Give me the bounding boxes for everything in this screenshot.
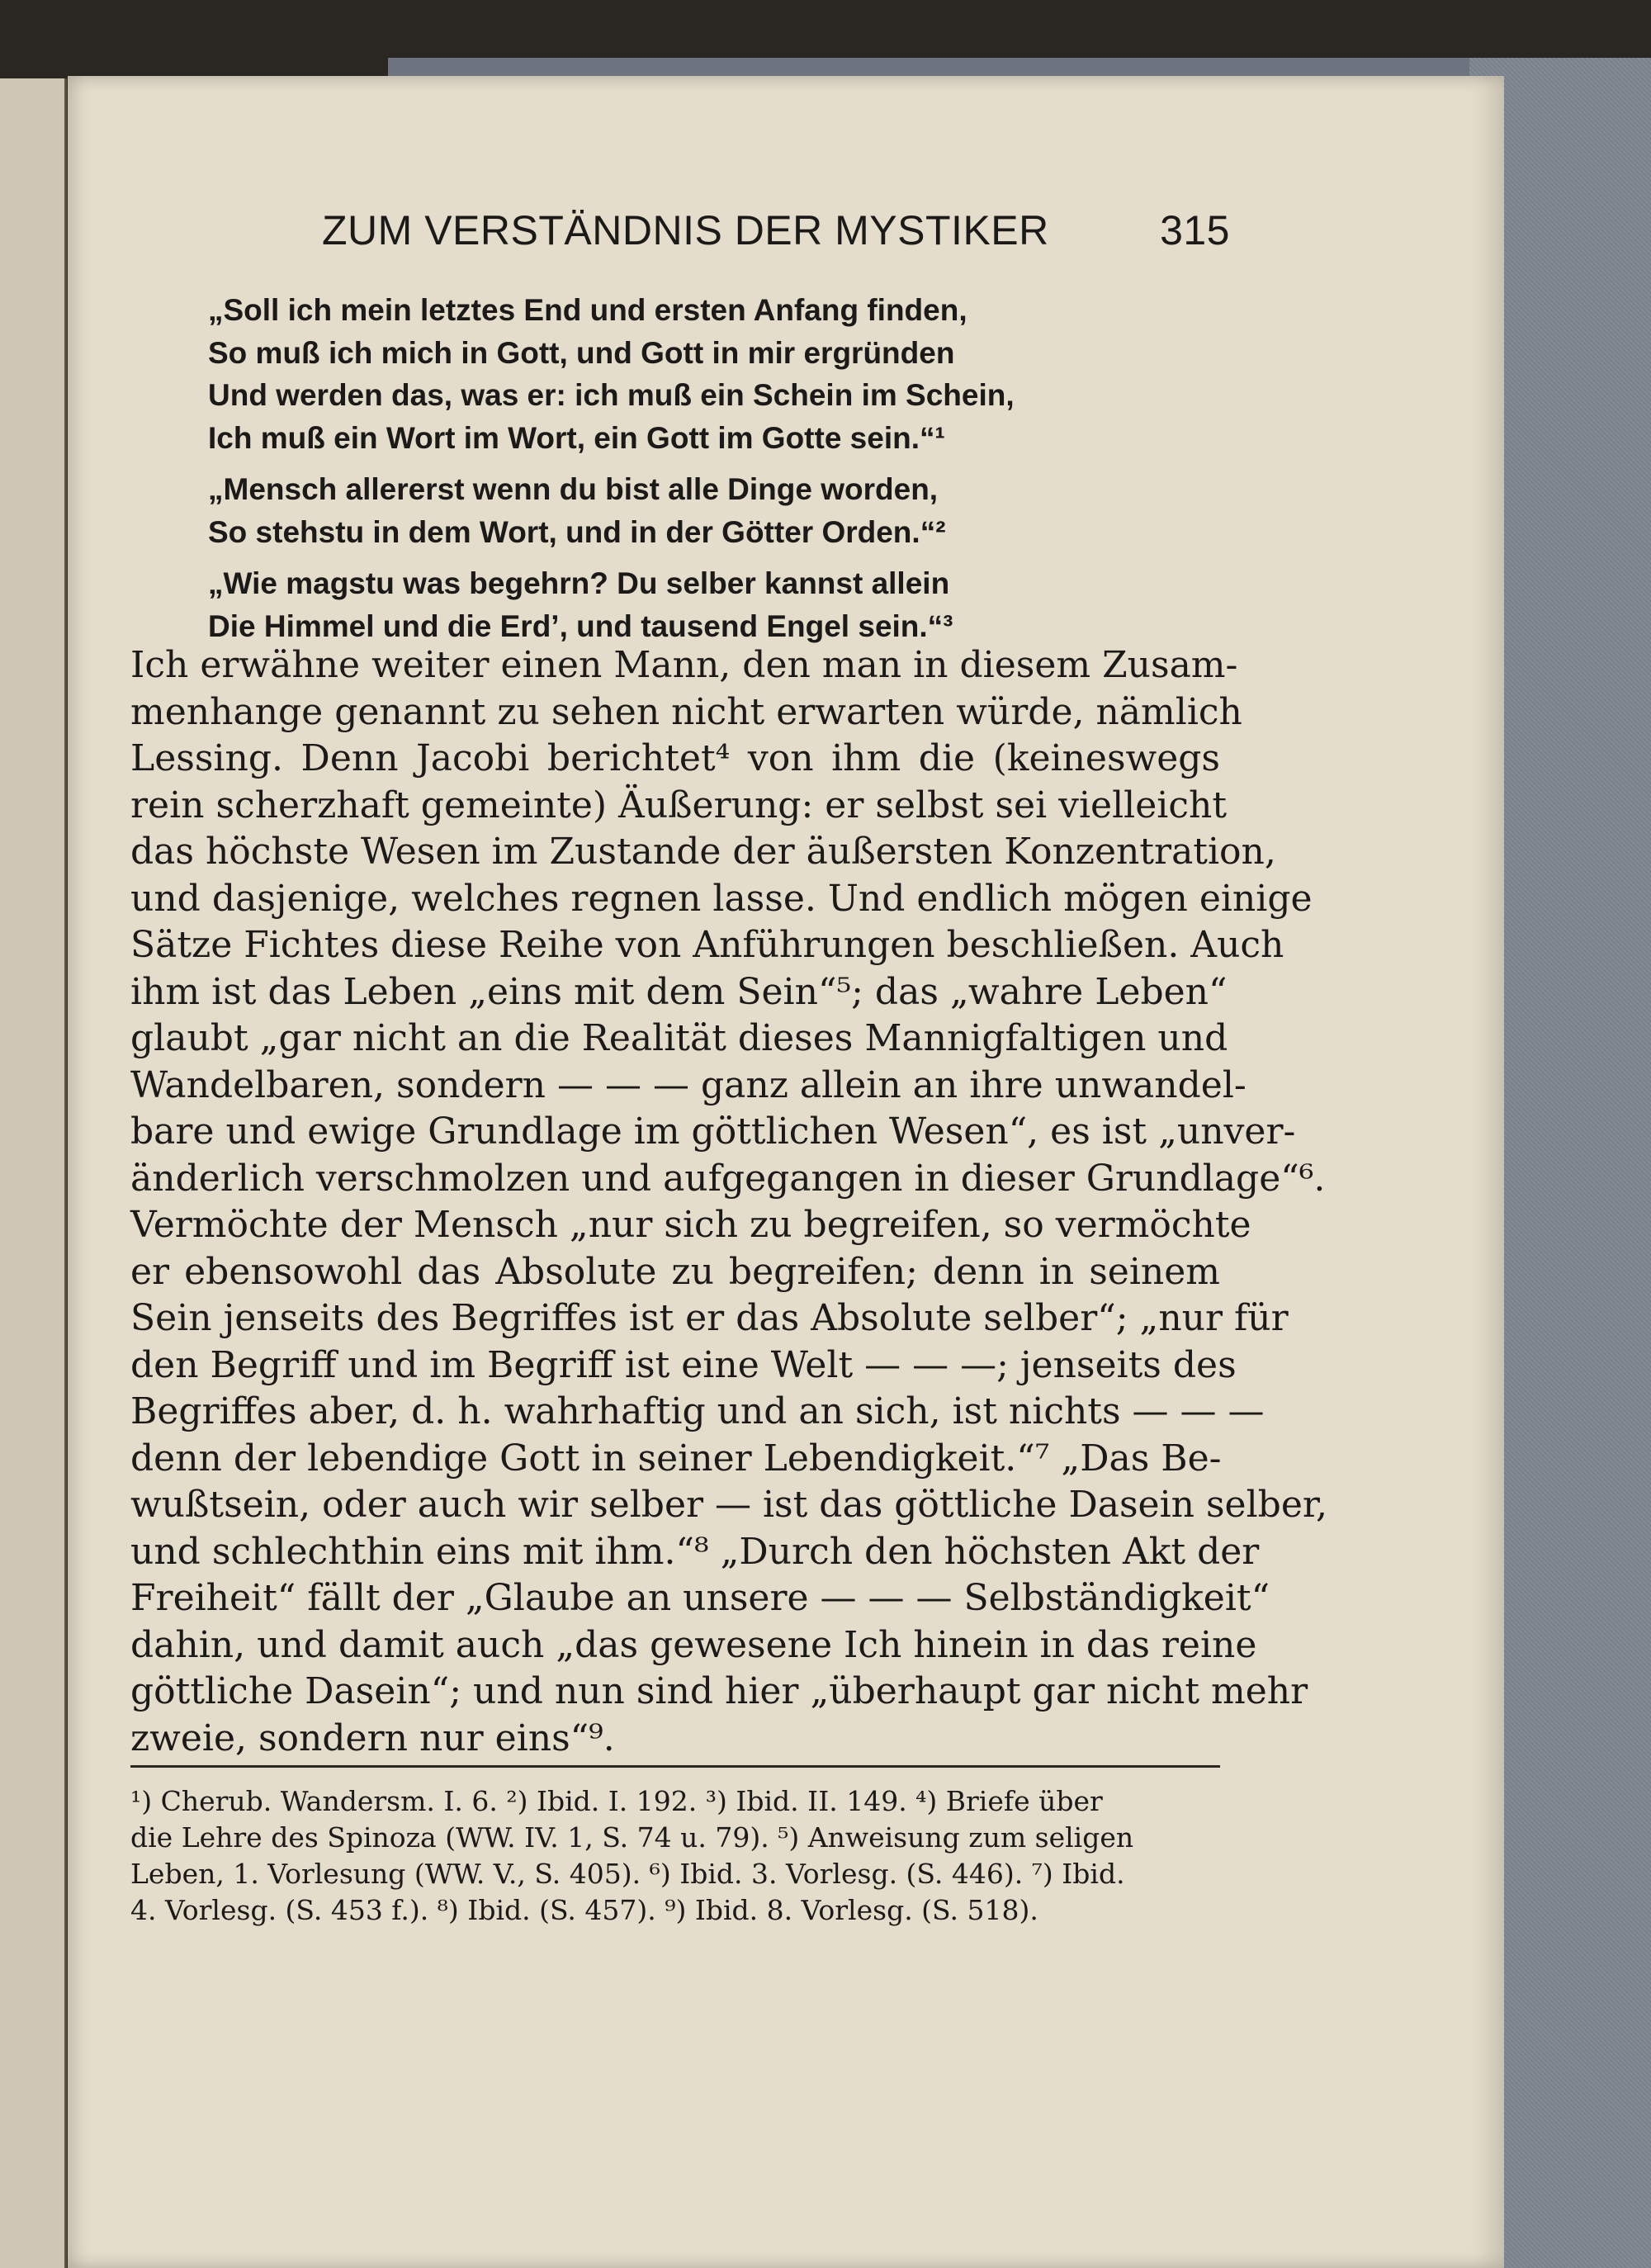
body-line: göttliche Dasein“; und nun sind hier „überhaupt gar nicht mehr (130, 1670, 1308, 1712)
body-line: Wandelbaren, sondern — — — ganz allein an ihre unwandel- (130, 1063, 1247, 1106)
facing-page-edge (0, 78, 67, 2268)
poem-line: „Wie magstu was begehrn? Du selber kannst allein (208, 566, 950, 600)
poem-quotation (208, 289, 1199, 656)
body-line: änderlich verschmolzen und aufgegangen in dieser Grundlage“⁶. (130, 1157, 1326, 1200)
footnotes (130, 1783, 1220, 1929)
poem-stanza-3 (208, 562, 1199, 647)
running-header (256, 206, 1230, 264)
poem-stanza-1 (208, 289, 1199, 459)
body-line: ihm ist das Leben „eins mit dem Sein“⁵; das „wahre Leben“ (130, 970, 1228, 1013)
body-paragraph (130, 642, 1328, 1762)
footnote-line: die Lehre des Spinoza (WW. IV. 1, S. 74 u. 79). ⁵) Anweisung zum seligen (130, 1821, 1134, 1854)
footnote-rule (130, 1765, 1220, 1768)
body-line: Lessing. Denn Jacobi berichtet⁴ von ihm die (keineswegs (130, 737, 1220, 779)
body-line: bare und ewige Grundlage im göttlichen Wesen“, es ist „unver- (130, 1110, 1296, 1153)
footnote-line: Leben, 1. Vorlesung (WW. V., S. 405). ⁶) Ibid. 3. Vorlesg. (S. 446). ⁷) Ibid. (130, 1858, 1125, 1890)
poem-line: So stehstu in dem Wort, und in der Götter Orden.“² (208, 514, 946, 549)
body-line: wußtsein, oder auch wir selber — ist das göttliche Dasein selber, (130, 1484, 1328, 1526)
body-line: Sein jenseits des Begriffes ist er das Absolute selber“; „nur für (130, 1297, 1289, 1339)
poem-line: Die Himmel und die Erd’, und tausend Engel sein.“³ (208, 608, 953, 643)
body-line: das höchste Wesen im Zustande der äußersten Konzentration, (130, 831, 1276, 873)
body-line: Begriffes aber, d. h. wahrhaftig und an sich, ist nichts — — — (130, 1390, 1265, 1432)
footnote-line: ¹) Cherub. Wandersm. I. 6. ²) Ibid. I. 192. ³) Ibid. II. 149. ⁴) Briefe über (130, 1785, 1103, 1817)
body-line: rein scherzhaft gemeinte) Äußerung: er selbst sei vielleicht (130, 784, 1228, 826)
footnote-line: 4. Vorlesg. (S. 453 f.). ⁸) Ibid. (S. 457). ⁹) Ibid. 8. Vorlesg. (S. 518). (130, 1894, 1038, 1926)
body-line: menhange genannt zu sehen nicht erwarten würde, nämlich (130, 690, 1242, 733)
body-line: Vermöchte der Mensch „nur sich zu begreifen, so vermöchte (130, 1204, 1251, 1246)
body-line: und schlechthin eins mit ihm.“⁸ „Durch den höchsten Akt der (130, 1530, 1260, 1573)
poem-stanza-2 (208, 468, 1199, 553)
body-line: Ich erwähne weiter einen Mann, den man in diesem Zusam- (130, 644, 1238, 686)
page-number: 315 (1160, 207, 1230, 253)
poem-line: Und werden das, was er: ich muß ein Schein im Schein, (208, 378, 1015, 412)
body-line: Freiheit“ fällt der „Glaube an unsere — — — Selbständigkeit“ (130, 1577, 1270, 1619)
body-line: Sätze Fichtes diese Reihe von Anführungen beschließen. Auch (130, 924, 1284, 966)
poem-line: Ich muß ein Wort im Wort, ein Gott im Gotte sein.“¹ (208, 420, 945, 455)
body-line: glaubt „gar nicht an die Realität dieses Mannigfaltigen und (130, 1017, 1228, 1059)
body-line: den Begriff und im Begriff ist eine Welt — — —; jenseits des (130, 1343, 1237, 1386)
poem-line: „Soll ich mein letztes End und ersten Anfang finden, (208, 293, 967, 327)
body-line: zweie, sondern nur eins“⁹. (130, 1716, 615, 1759)
body-line: denn der lebendige Gott in seiner Lebendigkeit.“⁷ „Das Be- (130, 1437, 1222, 1480)
header-title: ZUM VERSTÄNDNIS DER MYSTIKER (322, 207, 1049, 253)
body-line: dahin, und damit auch „das gewesene Ich hinein in das reine (130, 1623, 1257, 1666)
body-line: er ebensowohl das Absolute zu begreifen; denn in seinem (130, 1250, 1220, 1293)
poem-line: So muß ich mich in Gott, und Gott in mir ergründen (208, 335, 955, 370)
body-line: und dasjenige, welches regnen lasse. Und endlich mögen einige (130, 877, 1313, 920)
poem-line: „Mensch allererst wenn du bist alle Dinge worden, (208, 472, 939, 506)
